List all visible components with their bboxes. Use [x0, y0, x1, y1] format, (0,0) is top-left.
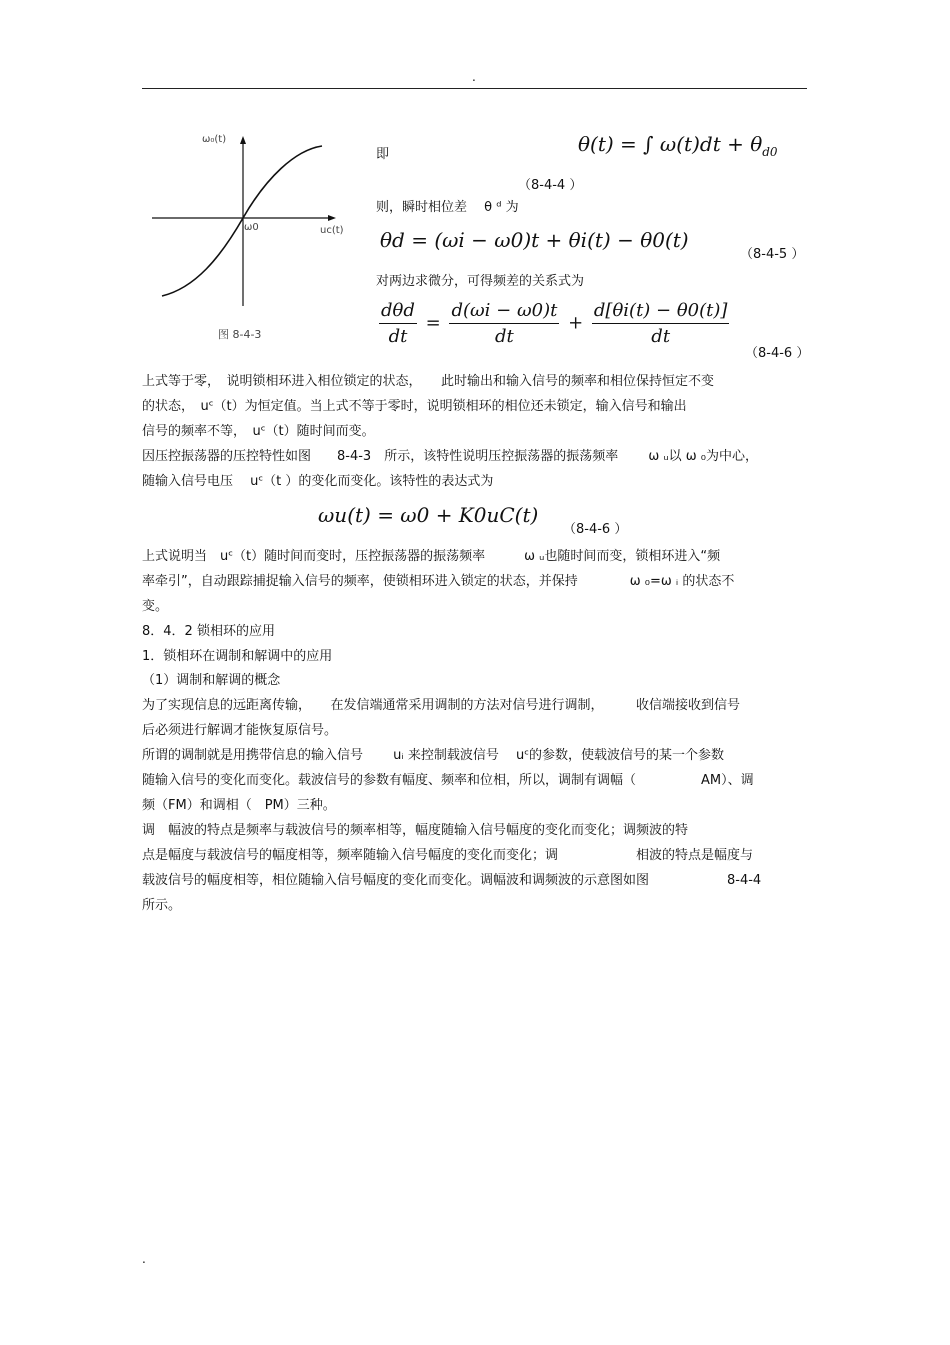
eq3-lhs-num: dθd — [379, 300, 417, 324]
eq3-rhs — [592, 300, 730, 347]
eq3-formula — [376, 300, 732, 347]
eq4-number: （8-4-6 ） — [563, 522, 628, 537]
line-diff: 对两边求微分，可得频差的关系式为 — [376, 274, 585, 289]
footer-dot: . — [142, 1252, 146, 1266]
para3-line4: 随输入信号的变化而变化。载波信号的参数有幅度、频率和位相，所以，调制有调幅（ AM）、调 — [142, 773, 754, 788]
eq2-formula: θd = (ωi − ω0)t + θi(t) − θ0(t) — [380, 228, 689, 252]
subsection-1-1: （1）调制和解调的概念 — [142, 673, 281, 688]
eq3-rhs-num: d[θi(t) − θ0(t)] — [592, 300, 730, 324]
eq3-plus: + — [568, 312, 584, 334]
para3-line6: 调 幅波的特点是频率与载波信号的频率相等，幅度随输入信号幅度的变化而变化；调频波的特 — [142, 823, 689, 838]
eq1-formula — [578, 132, 778, 159]
eq3-mid-num: d(ωi − ω0)t — [449, 300, 559, 324]
x-axis-arrow — [328, 215, 336, 221]
eq3-mid-den: dt — [495, 326, 514, 347]
eq1-formula-text: θ(t) = ∫ ω(t)dt + θ — [578, 132, 763, 156]
para3-line7: 点是幅度与载波信号的幅度相等，频率随输入信号幅度的变化而变化；调 相波的特点是幅度与 — [142, 848, 754, 863]
vco-characteristic-figure — [150, 128, 355, 343]
eq1-number: （8-4-4 ） — [518, 178, 583, 193]
para1-line3: 信号的频率不等， uᶜ（t）随时间而变。 — [142, 424, 375, 439]
para1-line2: 的状态， uᶜ（t）为恒定值。当上式不等于零时，说明锁相环的相位还未锁定，输入信号和输出 — [142, 399, 687, 414]
eq1-prefix: 即 — [376, 147, 390, 162]
para2-line3: 变。 — [142, 599, 169, 614]
y-axis-label: ω₀(t) — [202, 134, 227, 145]
header-rule — [142, 88, 807, 89]
subsection-1: 1．锁相环在调制和解调中的应用 — [142, 649, 333, 664]
para3-line3: 所谓的调制就是用携带信息的输入信号 uᵢ 来控制载波信号 uᶜ的参数，使载波信号的某一个参数 — [142, 748, 725, 763]
figure-caption: 图 8-4-3 — [218, 328, 262, 341]
eq3-rhs-den: dt — [651, 326, 671, 347]
para3-line1: 为了实现信息的远距离传输， 在发信端通常采用调制的方法对信号进行调制， 收信端接收到信号 — [142, 698, 741, 713]
origin-label: ω0 — [244, 222, 259, 233]
x-axis-label: uᴄ(t) — [320, 225, 344, 236]
header-dot: . — [472, 70, 476, 84]
eq1-subscript: d0 — [762, 145, 778, 159]
characteristic-curve — [162, 146, 322, 296]
eq2-number: （8-4-5 ） — [740, 247, 805, 262]
para1-line5: 随输入信号电压 uᶜ（t ）的变化而变化。该特性的表达式为 — [142, 474, 494, 489]
para3-line5: 频（FM）和调相（ PM）三种。 — [142, 798, 336, 813]
eq3-lhs — [379, 300, 417, 347]
eq4-formula: ωu(t) = ω0 + K0uC(t) — [318, 503, 539, 527]
para3-line8: 载波信号的幅度相等，相位随输入信号幅度的变化而变化。调幅波和调频波的示意图如图 8-4-4 — [142, 873, 762, 888]
eq3-equals: = — [425, 312, 441, 334]
para2-line1: 上式说明当 uᶜ（t）随时间而变时，压控振荡器的振荡频率 ω ᵤ也随时间而变，锁相环进入“频 — [142, 549, 721, 564]
line-then: 则，瞬时相位差 θ ᵈ 为 — [376, 200, 519, 215]
para1-line1: 上式等于零， 说明锁相环进入相位锁定的状态， 此时输出和输入信号的频率和相位保持恒定不变 — [142, 374, 715, 389]
y-axis-arrow — [240, 136, 246, 144]
para3-line2: 后必须进行解调才能恢复原信号。 — [142, 723, 338, 738]
para1-line4: 因压控振荡器的压控特性如图 8-4-3 所示，该特性说明压控振荡器的振荡频率 ω ᵤ以 ω ₀为中心， — [142, 449, 758, 464]
eq3-number: （8-4-6 ） — [745, 346, 810, 361]
eq3-mid — [449, 300, 559, 347]
para3-line9: 所示。 — [142, 898, 182, 913]
para2-line2: 率牵引”，自动跟踪捕捉输入信号的频率，使锁相环进入锁定的状态，并保持 ω ₀=ω ᵢ 的状态不 — [142, 574, 735, 589]
eq3-lhs-den: dt — [388, 326, 408, 347]
section-heading: 8．4．2 锁相环的应用 — [142, 624, 275, 639]
